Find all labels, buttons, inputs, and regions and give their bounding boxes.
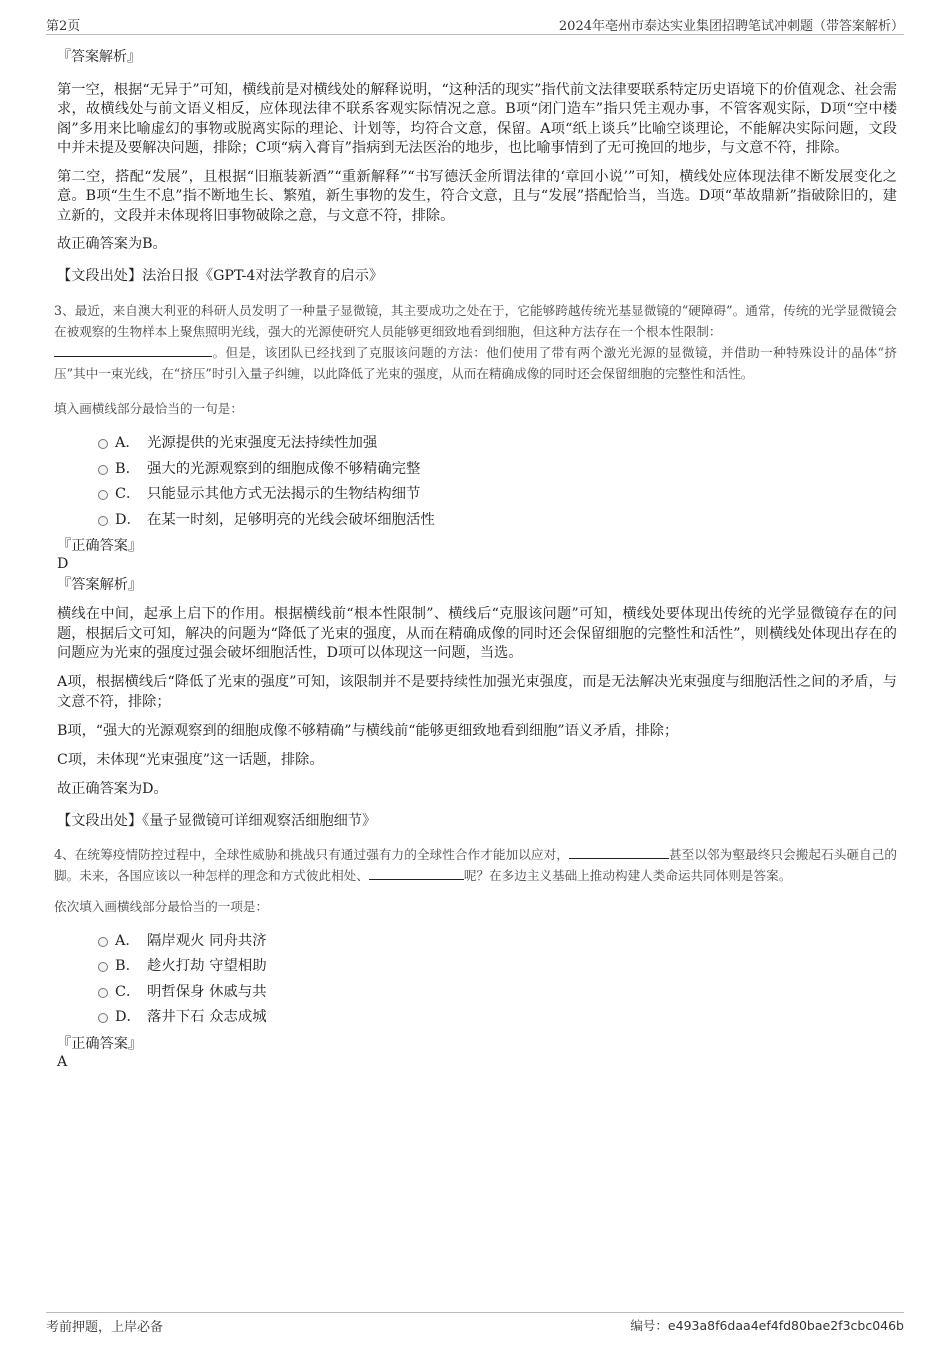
option-text: 只能显示其他方式无法揭示的生物结构细节 [147,486,421,503]
option-c[interactable] [57,482,897,508]
radio-button[interactable] [98,1013,108,1023]
analysis-paragraph-4: C项，未体现“光束强度”这一话题，排除。 [57,752,324,769]
source-citation: 【文段出处】法治日报《GPT-4对法学教育的启示》 [57,268,384,285]
correct-answer-statement: 故正确答案为B。 [57,236,167,253]
option-letter: A． [115,932,140,949]
analysis-label: 『答案解析』 [57,49,141,65]
question-4-text-3: 呢？在多边主义基础上推动构建人类命运共同体则是答案。 [463,867,792,883]
radio-button[interactable] [98,516,108,526]
question-3-options [57,431,897,533]
fill-blank[interactable] [54,342,212,357]
option-b[interactable] [57,954,897,980]
fill-blank-1[interactable] [569,844,669,859]
correct-answer-value: D [57,556,69,573]
option-text: 在某一时刻，足够明亮的光线会破坏细胞活性 [147,511,435,528]
analysis-paragraph-2: A项，根据横线后“降低了光束的强度”可知，该限制并不是要持续性加强光束强度，而是无法解决光束强度与细胞活性之间的矛盾，与文意不符，排除； [57,674,897,710]
option-text: 强大的光源观察到的细胞成像不够精确完整 [147,460,421,477]
option-text: 隔岸观火 同舟共济 [147,932,267,949]
option-d[interactable] [57,1005,897,1031]
question-4-text-2: 甚至以邻为壑最终只会搬起石头砸自己的脚。未来，各国应该以一种怎样的理念和方式彼此相处、 [54,846,897,883]
question-4-options [57,929,897,1031]
correct-answer-label: 『正确答案』 [57,538,143,555]
question-3 [54,300,897,830]
option-a[interactable] [57,929,897,955]
option-text: 落井下石 众志成城 [147,1009,267,1026]
question-3-text-before: 3、最近，来自澳大利亚的科研人员发明了一种量子显微镜，其主要成功之处在于，它能够跨越传统光基显微镜的“硬障碍”。通常，传统的光学显微镜会在被观察的生物样本上聚焦照明光线，强大的光源使研究人员能够更细致地看到细胞，但这种方法存在一个根本性限制： [54,303,897,340]
option-letter: A． [115,435,140,452]
fill-blank-2[interactable] [369,865,464,880]
correct-answer-label: 『正确答案』 [57,1035,143,1052]
option-letter: B． [115,460,140,477]
page-footer [46,1312,904,1334]
option-text: 光源提供的光束强度无法持续性加强 [147,435,378,452]
document-title: 2024年亳州市泰达实业集团招聘笔试冲刺题（带答案解析） [558,19,904,34]
question-4-text-1: 4、在统筹疫情防控过程中，全球性威胁和挑战只有通过强有力的全球性合作才能加以应对， [54,846,569,862]
analysis-paragraph-3: B项，“强大的光源观察到的细胞成像不够精确”与横线前“能够更细致地看到细胞”语义矛盾，排除； [57,722,679,739]
question-4-prompt: 依次填入画横线部分最恰当的一项是： [54,898,269,914]
option-a[interactable] [57,431,897,457]
option-c[interactable] [57,980,897,1006]
option-d[interactable] [57,508,897,534]
option-text: 明哲保身 休戚与共 [147,983,267,1000]
document-id: 编号：e493a8f6daa4ef4fd80bae2f3cbc046b [630,1318,904,1333]
question-3-prompt: 填入画横线部分最恰当的一句是： [54,401,243,417]
correct-answer-value: A [57,1053,68,1070]
radio-button[interactable] [98,988,108,998]
question-4-stem [54,844,897,886]
analysis-paragraph-1: 第一空，根据“无异于”可知，横线前是对横线处的解释说明，“这种活的现实”指代前文法律要联系特定历史语境下的价值观念、社会需求，故横线处与前文语义相反，应体现法律不联系客观实际情况之意。B项“闭门造车”指只凭主观办事，不管客观实际，D项“空中楼阁”多用来比喻虚幻的事物或脱离实际的理论、计划等，均符合文意，保留。A项“纸上谈兵”比喻空谈理论，不能解决实际问题，文段中并未提及要解决问题，排除；C项“病入膏肓”指病到无法医治的地步，也比喻事情到了无可挽回的地步，与文意不符，排除。 [57,82,897,156]
radio-button[interactable] [98,439,108,449]
analysis-label: 『答案解析』 [57,577,143,594]
option-letter: D． [115,511,141,528]
option-letter: C． [115,983,141,1000]
option-b[interactable] [57,457,897,483]
document-body [54,48,897,1071]
option-text: 趁火打劫 守望相助 [147,958,267,975]
correct-answer-statement: 故正确答案为D。 [57,781,168,798]
question-4 [54,844,897,1071]
page-header [46,14,904,35]
radio-button[interactable] [98,490,108,500]
question-3-stem [54,300,897,384]
radio-button[interactable] [98,962,108,972]
option-letter: D． [115,1009,141,1026]
page-number: 第2页 [46,19,81,34]
analysis-paragraph-2: 第二空，搭配“发展”，且根据“旧瓶装新酒”“重新解释”“书写德沃金所谓法律的‘章回小说’”可知，横线处应体现法律不断发展变化之意。B项“生生不息”指不断地生长、繁殖，新生事物的发生，符合文意，且与“发展”搭配恰当，当选。D项“革故鼎新”指破除旧的，建立新的，文段并未体现将旧事物破除之意，与文意不符，排除。 [57,169,897,224]
radio-button[interactable] [98,937,108,947]
question-3-text-after: 。但是，该团队已经找到了克服该问题的方法：他们使用了带有两个激光光源的显微镜，并借助一种特殊设计的晶体“挤压”其中一束光线，在“挤压”时引入量子纠缠，以此降低了光束的强度，从而在精确成像的同时还会保留细胞的完整性和活性。 [54,345,897,382]
analysis-paragraph-1: 横线在中间，起承上启下的作用。根据横线前“根本性限制”、横线后“克服该问题”可知，横线处要体现出传统的光学显微镜存在的问题，根据后文可知，解决的问题为“降低了光束的强度，从而在精确成像的同时还会保留细胞的完整性和活性”，则横线处体现出存在的问题应为光束的强度过强会破坏细胞活性，D项可以体现这一问题，当选。 [57,606,897,661]
option-letter: C． [115,486,141,503]
option-letter: B． [115,958,140,975]
radio-button[interactable] [98,465,108,475]
footer-slogan: 考前押题，上岸必备 [46,1320,164,1335]
source-citation: 【文段出处】《量子显微镜可详细观察活细胞细节》 [57,812,377,829]
